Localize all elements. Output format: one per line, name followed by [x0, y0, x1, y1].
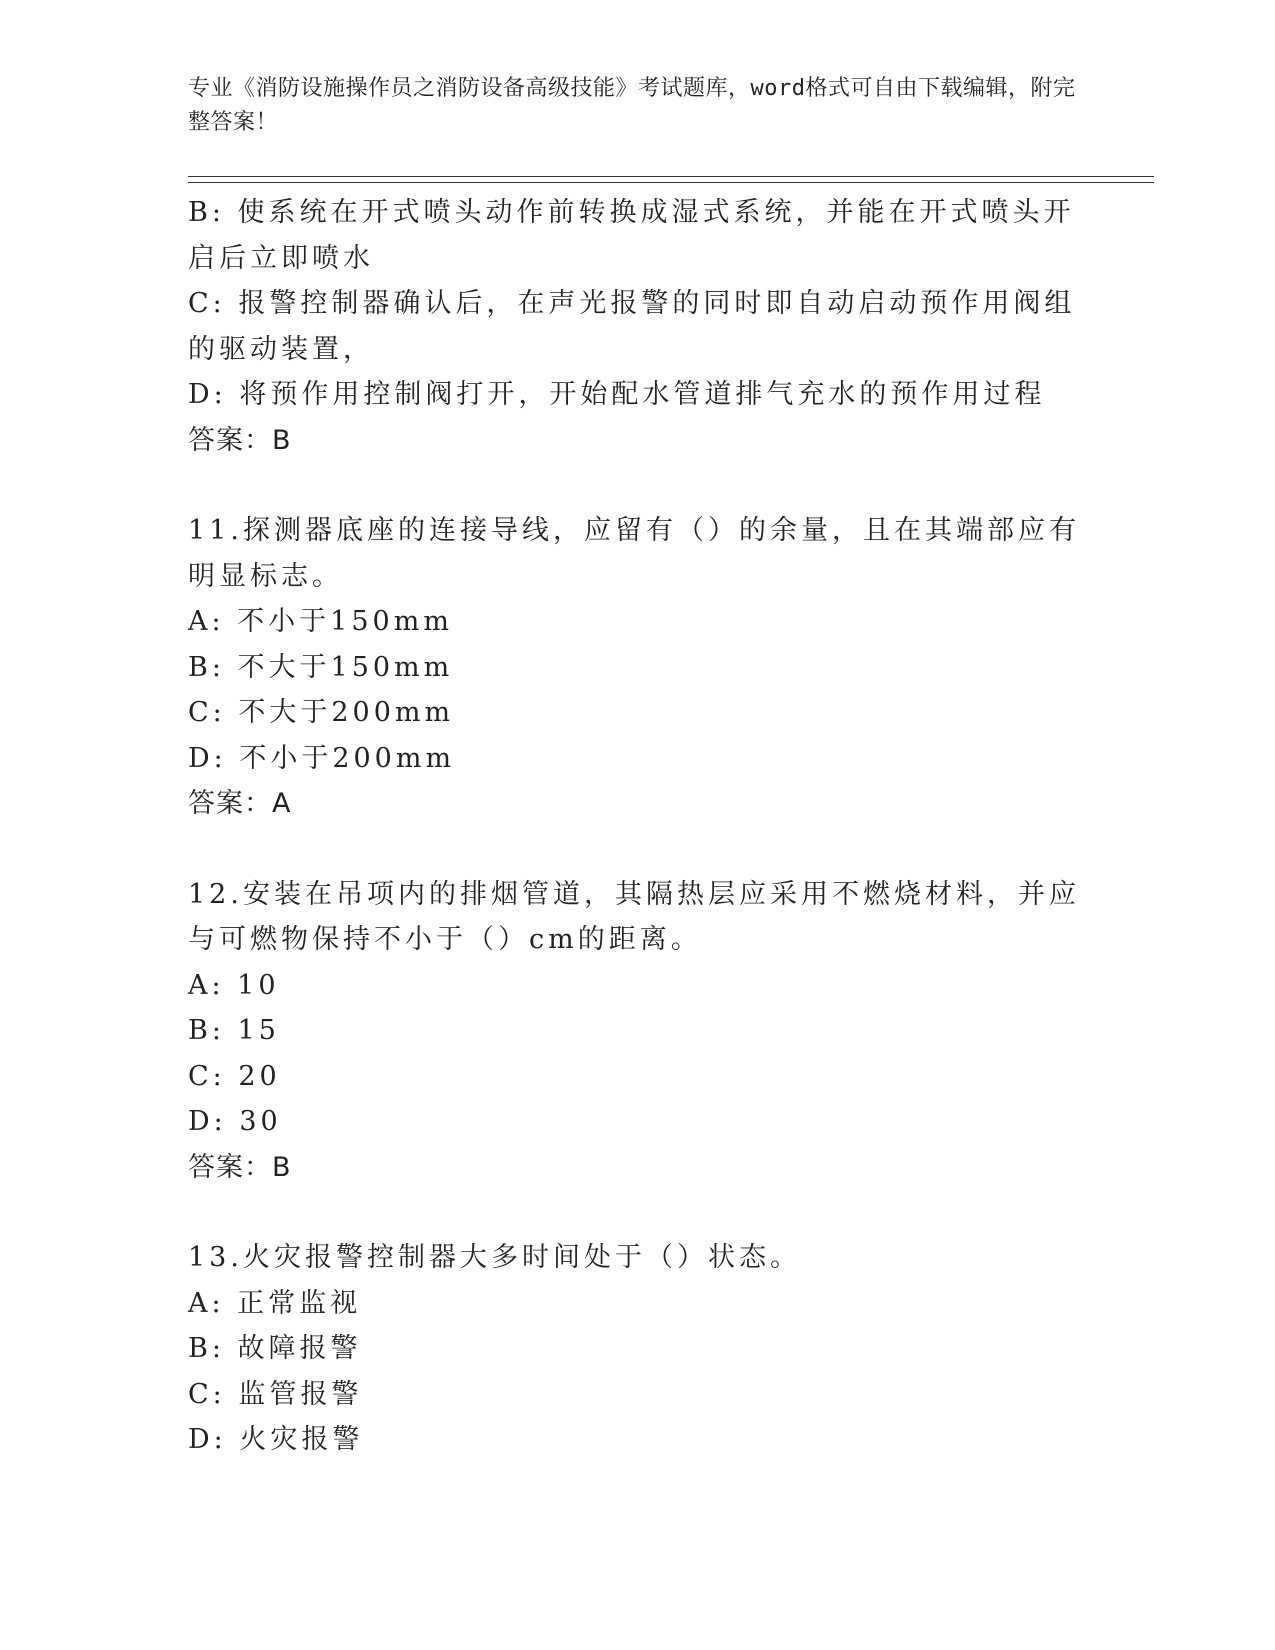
option-d: D: 30 [188, 1106, 282, 1137]
question-stem: 13.火灾报警控制器大多时间处于（）状态。 [188, 1242, 801, 1273]
option-a: A: 正常监视 [188, 1287, 362, 1319]
question-11 [188, 508, 1088, 827]
option-d: D: 火灾报警 [188, 1424, 364, 1455]
option-b: B: 使系统在开式喷头动作前转换成湿式系统，并能在开式喷头开启后立即喷水 [188, 197, 1075, 274]
option-c: C: 不大于200mm [188, 697, 455, 728]
option-a: A: 10 [188, 969, 280, 1001]
question-stem: 12.安装在吊项内的排烟管道，其隔热层应采用不燃烧材料，并应与可燃物保持不小于（）cm的距离。 [188, 878, 1080, 955]
header-rule-bottom [188, 182, 1154, 183]
option-d: D: 将预作用控制阀打开，开始配水管道排气充水的预作用过程 [188, 379, 1046, 410]
answer: 答案：B [188, 1151, 292, 1183]
option-b: B: 15 [188, 1015, 280, 1046]
question-12 [188, 872, 1088, 1191]
document-header: 专业《消防设施操作员之消防设备高级技能》考试题库，word格式可自由下载编辑，附完整答案！ [188, 76, 1076, 135]
option-d: D: 不小于200mm [188, 742, 456, 774]
option-b: B: 故障报警 [188, 1333, 362, 1364]
header-rule-top [188, 176, 1154, 177]
question-13 [188, 1235, 1088, 1463]
option-c: C: 20 [188, 1060, 281, 1092]
option-c: C: 报警控制器确认后，在声光报警的同时即自动启动预作用阀组的驱动装置， [188, 288, 1076, 365]
answer: 答案：B [188, 424, 292, 456]
option-b: B: 不大于150mm [188, 651, 454, 683]
question-stem: 11.探测器底座的连接导线，应留有（）的余量，且在其端部应有明显标志。 [188, 515, 1080, 592]
question-content [188, 190, 1088, 1463]
option-a: A: 不小于150mm [188, 606, 453, 637]
answer: 答案：A [188, 788, 292, 819]
option-c: C: 监管报警 [188, 1378, 363, 1410]
